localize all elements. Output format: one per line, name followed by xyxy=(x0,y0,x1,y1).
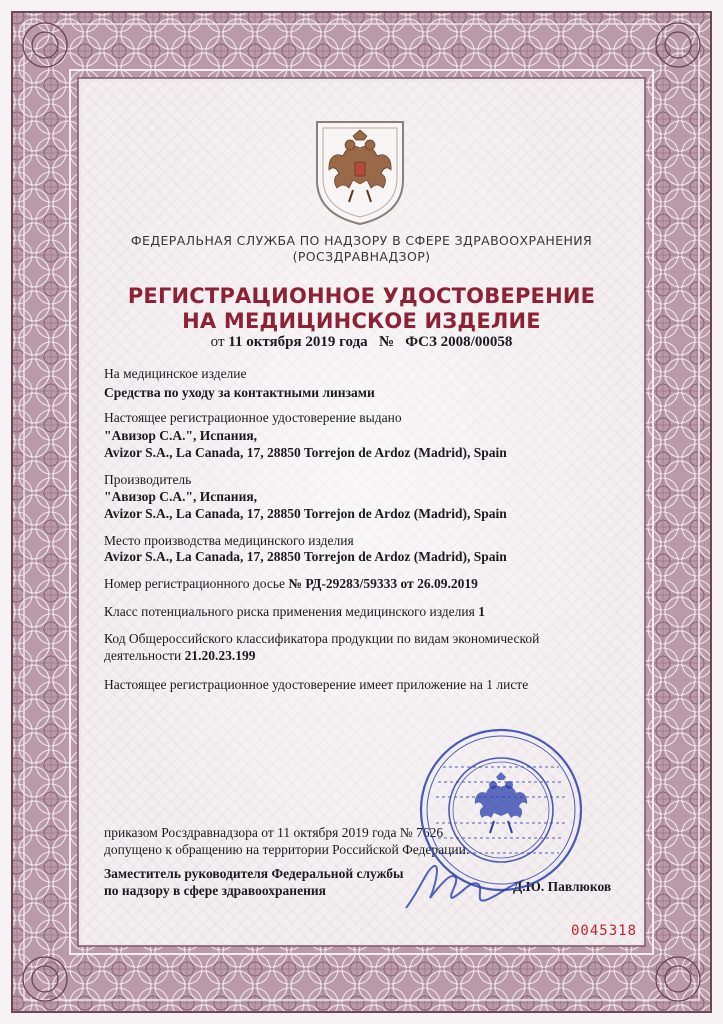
manufacturer-line1: "Авизор С.А.", Испания, xyxy=(104,489,258,504)
document-title: РЕГИСТРАЦИОННОЕ УДОСТОВЕРЕНИЕ xyxy=(127,284,596,308)
dossier-row xyxy=(104,576,478,592)
risk-class-row xyxy=(104,604,485,620)
dossier-number: № РД-29283/59333 от 26.09.2019 xyxy=(288,576,478,591)
manufacturer-label: Производитель xyxy=(104,472,192,487)
appendix-note: Настоящее регистрационное удостоверение имеет приложение на 1 листе xyxy=(104,677,529,692)
handwritten-signature xyxy=(400,850,530,920)
issue-date: 11 октября 2019 года xyxy=(228,334,368,350)
date-prefix: от xyxy=(210,334,225,350)
number-sign: № xyxy=(378,334,395,350)
document-subtitle: НА МЕДИЦИНСКОЕ ИЗДЕЛИЕ xyxy=(182,309,541,333)
production-site-address: Avizor S.A., La Canada, 17, 28850 Torrejon de Ardoz (Madrid), Spain xyxy=(104,549,507,564)
okved-label-line1: Код Общероссийского классификатора продукции по видам экономической xyxy=(104,631,540,646)
order-line1: приказом Росздравнадзора от 11 октября 2019 года № 7626 xyxy=(104,825,444,840)
signatory-title-line2: по надзору в сфере здравоохранения xyxy=(104,883,326,898)
dossier-label: Номер регистрационного досье xyxy=(104,576,286,591)
issued-to-label: Настоящее регистрационное удостоверение выдано xyxy=(104,410,402,425)
registration-number: ФСЗ 2008/00058 xyxy=(405,334,513,350)
manufacturer-line2: Avizor S.A., La Canada, 17, 28850 Torrejon de Ardoz (Madrid), Spain xyxy=(104,506,507,521)
signatory-name: Д.Ю. Павлюков xyxy=(513,879,612,894)
device-name: Средства по уходу за контактными линзами xyxy=(104,385,375,400)
okved-label-line2: деятельности xyxy=(104,648,182,663)
signatory-title-line1: Заместитель руководителя Федеральной службы xyxy=(104,866,404,881)
order-line2: допущено к обращению на территории Российской Федерации. xyxy=(104,842,470,857)
okved-code: 21.20.23.199 xyxy=(184,648,256,663)
device-label: На медицинское изделие xyxy=(104,366,247,381)
serial-number: 0045318 xyxy=(571,923,638,939)
risk-class-value: 1 xyxy=(478,604,485,619)
issued-to-line1: "Авизор С.А.", Испания, xyxy=(104,428,258,443)
risk-class-label: Класс потенциального риска применения медицинского изделия xyxy=(104,604,475,619)
russian-coat-of-arms-icon xyxy=(313,118,407,226)
agency-name: ФЕДЕРАЛЬНАЯ СЛУЖБА ПО НАДЗОРУ В СФЕРЕ ЗДРАВООХРАНЕНИЯ xyxy=(130,233,593,248)
production-site-label: Место производства медицинского изделия xyxy=(104,533,354,548)
issue-date-line xyxy=(0,334,723,351)
okved-row xyxy=(104,648,256,664)
agency-abbreviation: (РОСЗДРАВНАДЗОР) xyxy=(292,249,431,264)
issued-to-line2: Avizor S.A., La Canada, 17, 28850 Torrejon de Ardoz (Madrid), Spain xyxy=(104,445,507,460)
